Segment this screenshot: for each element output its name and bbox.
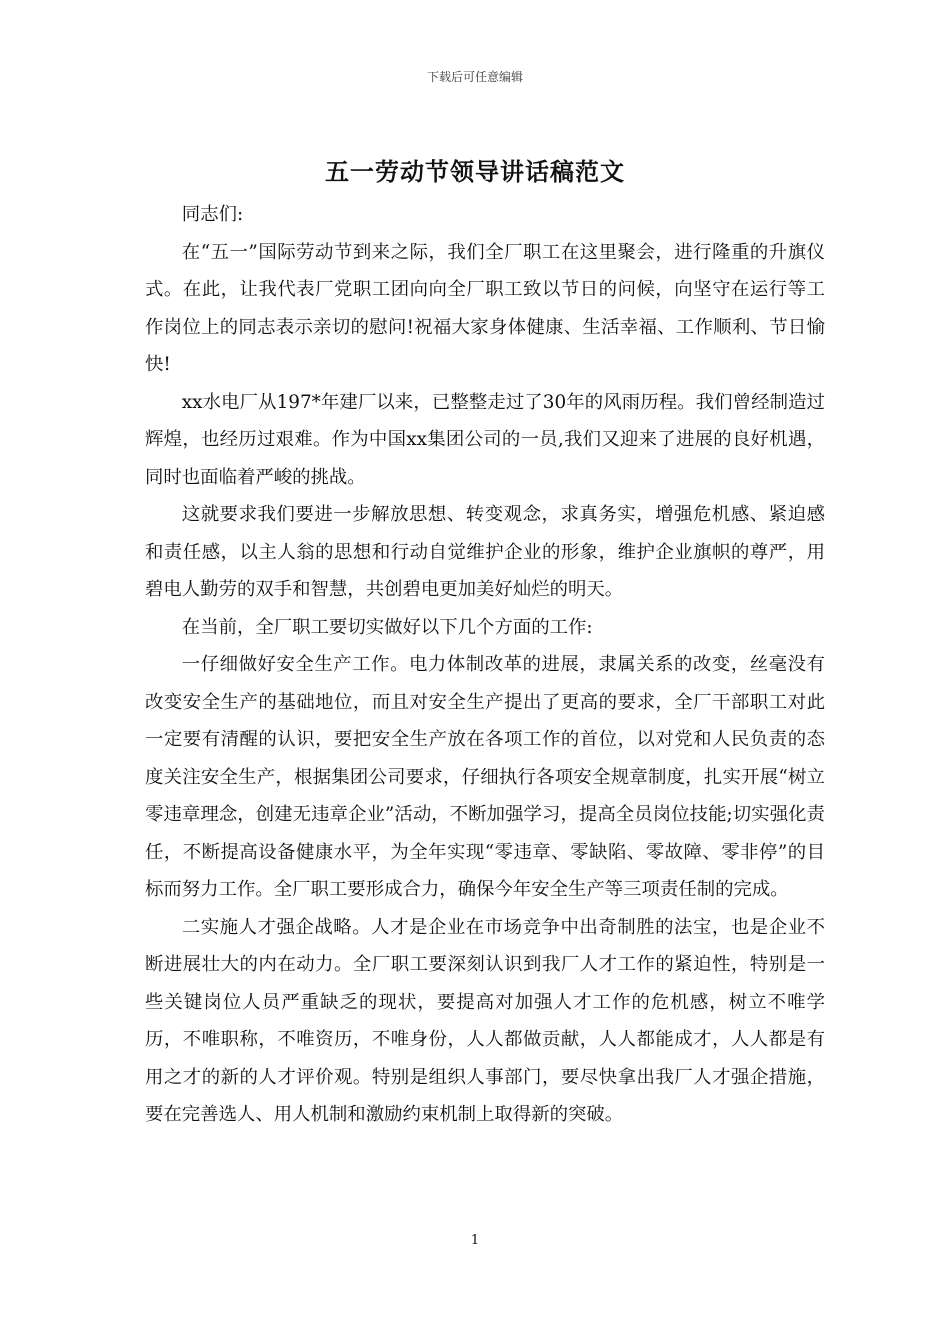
document-title: 五一劳动节领导讲话稿范文	[325, 157, 625, 186]
paragraph-6: 二实施人才强企战略。人才是企业在市场竞争中出奇制胜的法宝，也是企业不断进展壮大的内在动力。全厂职工要深刻认识到我厂人才工作的紧迫性，特别是一些关键岗位人员严重缺乏的现状，要提高对加强人才工作的危机感，树立不唯学历，不唯职称，不唯资历，不唯身份，人人都做贡献，人人都能成才，人人都是有用之才的新的人才评价观。特别是组织人事部门，要尽快拿出我厂人才强企措施，要在完善选人、用人机制和激励约束机制上取得新的突破。	[145, 916, 825, 1125]
document-body	[145, 196, 825, 1134]
paragraph-4: 在当前，全厂职工要切实做好以下几个方面的工作:	[181, 616, 593, 638]
paragraph-2: xx水电厂从197*年建厂以来，已整整走过了30年的风雨历程。我们曾经制造过辉煌，也经历过艰难。作为中国xx集团公司的一员,我们又迎来了进展的良好机遇，同时也面临着严峻的挑战。	[145, 391, 825, 488]
greeting: 同志们:	[181, 204, 244, 225]
paragraph-5: 一仔细做好安全生产工作。电力体制改革的进展，隶属关系的改变，丝毫没有改变安全生产的基础地位，而且对安全生产提出了更高的要求，全厂干部职工对此一定要有清醒的认识，要把安全生产放在各项工作的首位，以对党和人民负责的态度关注安全生产，根据集团公司要求，仔细执行各项安全规章制度，扎实开展“树立零违章理念，创建无违章企业”活动，不断加强学习，提高全员岗位技能;切实强化责任，不断提高设备健康水平，为全年实现“零违章、零缺陷、零故障、零非停”的目标而努力工作。全厂职工要形成合力，确保今年安全生产等三项责任制的完成。	[145, 654, 825, 900]
paragraph-1: 在“五一”国际劳动节到来之际，我们全厂职工在这里聚会，进行隆重的升旗仪式。在此，让我代表厂党职工团向向全厂职工致以节日的问候，向坚守在运行等工作岗位上的同志表示亲切的慰问!祝福大家身体健康、生活幸福、工作顺利、节日愉快!	[145, 241, 825, 375]
page-header-note: 下载后可任意编辑	[426, 70, 523, 84]
page-number: 1	[470, 1233, 480, 1248]
paragraph-3: 这就要求我们要进一步解放思想、转变观念，求真务实，增强危机感、紧迫感和责任感，以主人翁的思想和行动自觉维护企业的形象，维护企业旗帜的尊严，用碧电人勤劳的双手和智慧，共创碧电更加美好灿烂的明天。	[145, 504, 825, 600]
